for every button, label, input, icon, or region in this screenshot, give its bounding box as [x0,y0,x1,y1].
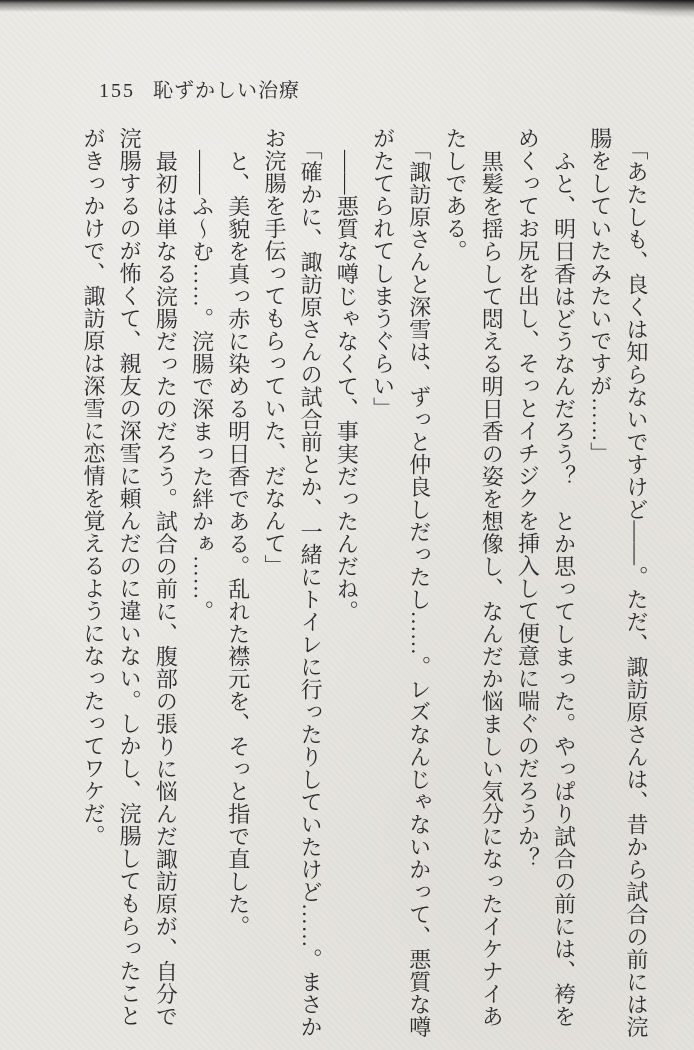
running-header [99,74,300,103]
text-column: お浣腸を手伝ってもらっていた、だなんて」 [261,127,287,577]
text-column: 腸をしていたみたいですが……」 [587,127,613,465]
text-column: がきっかけで、諏訪原は深雪に恋情を覚えるようになったってワケだ。 [80,127,106,847]
text-column: 黒髪を揺らして悶える明日香の姿を想像し、なんだか悩ましい気分になったイケナイあ [479,150,505,1028]
text-column: たしである。 [442,127,468,262]
text-column: ――悪質な噂じゃなくて、事実だったんだね。 [334,150,360,623]
text-column: 「あたしも、良くは知らないですけど――。ただ、諏訪原さんは、昔から試合の前には浣 [624,138,649,1038]
body-text [75,127,654,1038]
scan-edge-corner [574,0,694,18]
text-column: ふと、明日香はどうなんだろう？ とか思ってしまった。やっぱり試合の前には、袴を [551,150,577,1028]
text-column: 浣腸するのが怖くて、親友の深雪に頼んだのに違いない。しかし、浣腸してもらったこと [117,127,143,1027]
text-column: 最初は単なる浣腸だったのだろう。試合の前に、腹部の張りに悩んだ諏訪原が、自分で [153,150,179,1028]
chapter-title: 恥ずかしい治療 [153,80,300,102]
page-number: 155 [99,80,135,102]
text-column: 「確かに、諏訪原さんの試合前とか、一緒にトイレに行ったりしていたけど……。まさか [298,138,324,1038]
text-column: 「諏訪原さんと深雪は、ずっと仲良しだったし……。レズなんじゃないかって、悪質な噂 [406,138,432,1038]
text-column: がたてられてしまうぐらい」 [370,127,396,420]
text-column: と、美貌を真っ赤に染める明日香である。乱れた襟元を、そっと指で直した。 [225,150,251,938]
text-column: ――ふ～む……。浣腸で深まった絆かぁ……。 [189,150,215,623]
text-column: めくってお尻を出し、そっとイチジクを挿入して便意に喘ぐのだろうか？ [515,127,541,870]
